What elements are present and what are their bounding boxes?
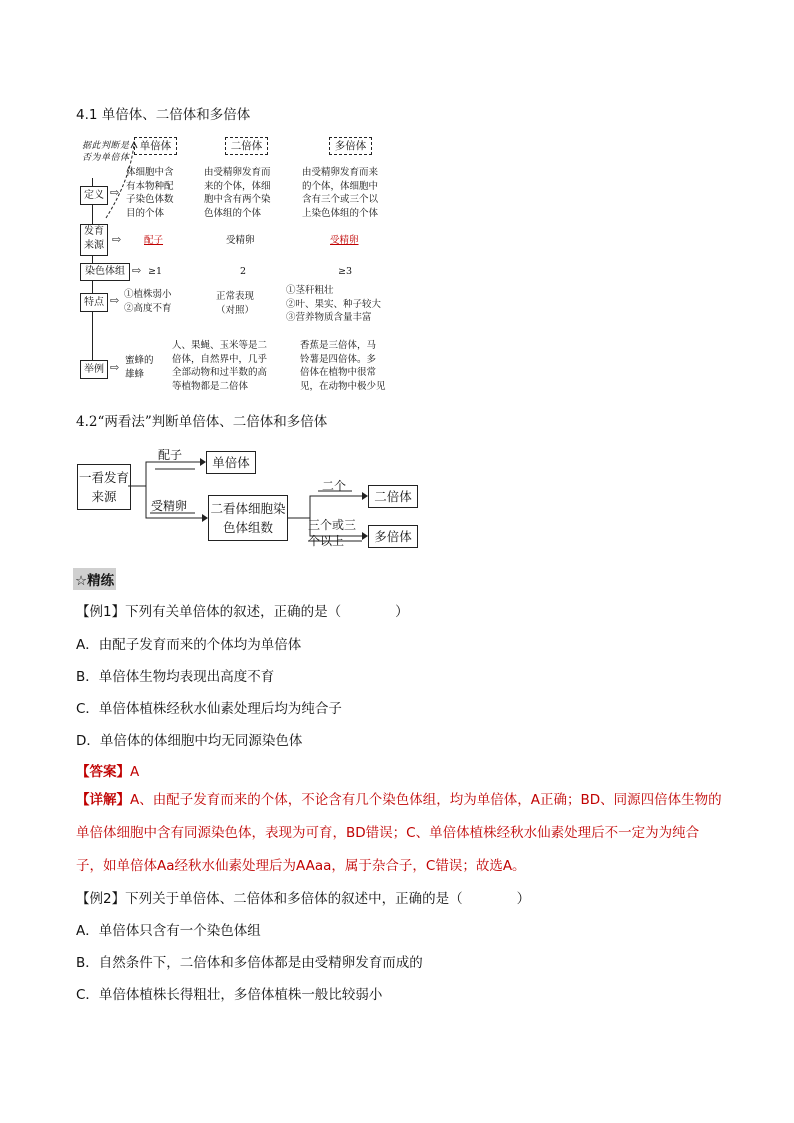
label-zygote: 受精卵 [151,499,188,513]
examples-polyploid: 香蕉是三倍体，马 铃薯是四倍体。多 倍体在植物中很常 见，在动物中极少见 [300,340,386,392]
example2-option-a: A．单倍体只含有一个染色体组 [76,923,261,939]
features-diploid: 正常表现 （对照） [216,291,255,316]
example2-option-c: C．单倍体植株长得粗壮，多倍体植株一般比较弱小 [76,987,383,1003]
examples-diploid: 人、果蝇、玉米等是二 倍体，自然界中，几乎 全部动物和过半数的高 等植物都是二倍体 [172,340,268,392]
box-haploid: 单倍体 [206,451,256,474]
example2-option-b: B．自然条件下，二倍体和多倍体都是由受精卵发育而成的 [76,955,423,971]
header-diploid: 二倍体 [225,137,268,155]
definition-haploid: 体细胞中含 有本物种配 子染色体数 目的个体 [126,167,174,219]
source-diploid: 受精卵 [226,235,255,246]
box-first-look: 一看发育来源 [77,464,131,510]
row-label-definition: 定义 [80,186,108,205]
examples-haploid: 蜜蜂的 雄蜂 [125,355,154,380]
diagram-note: 据此判断是否为单倍体 [82,141,130,163]
sets-haploid: ≥1 [148,266,163,277]
arrow-icon: ⇨ [132,264,142,277]
definition-polyploid: 由受精卵发育而来 的个体，体细胞中 含有三个或三个以 上染色体组的个体 [302,167,379,219]
example1-option-b: B．单倍体生物均表现出高度不育 [76,669,275,685]
section-4-2-title: 4.2“两看法”判断单倍体、二倍体和多倍体 [76,414,328,430]
arrow-icon: ⇨ [110,294,120,307]
source-polyploid: 受精卵 [330,235,359,246]
label-three-or-more: 三个或三个以上 [308,518,357,548]
label-two: 二个 [322,479,347,493]
features-haploid: ①植株弱小 ②高度不育 [124,289,172,314]
row-label-source: 发育来源 [80,224,108,256]
header-haploid: 单倍体 [134,137,177,155]
arrow-icon: ⇨ [110,186,120,199]
label-gamete: 配子 [158,448,183,462]
arrow-icon: ⇨ [112,233,122,246]
example1-option-d: D．单倍体的体细胞中均无同源染色体 [76,733,303,749]
sets-diploid: 2 [240,266,247,277]
example1-option-c: C．单倍体植株经秋水仙素处理后均为纯合子 [76,701,342,717]
features-polyploid: ①茎秆粗壮 ②叶、果实、种子较大 ③营养物质含量丰富 [286,285,382,323]
example1-detail [76,784,726,883]
answer-label: 【答案】 [76,764,130,780]
row-label-chromosome-sets: 染色体组 [80,263,130,281]
example1-option-a: A．由配子发育而来的个体均为单倍体 [76,637,302,653]
example1-stem: 【例1】下列有关单倍体的叙述，正确的是（ ） [76,604,409,620]
practice-label: ☆精练 [73,568,116,590]
source-haploid: 配子 [144,235,164,246]
arrow-icon: ⇨ [110,361,120,374]
row-label-examples: 举例 [80,360,108,379]
box-second-look: 二看体细胞染色体组数 [208,495,288,541]
detail-text: A、由配子发育而来的个体，不论含有几个染色体组，均为单倍体，A正确；BD、同源四倍体生物的单倍体细胞中含有同源染色体，表现为可育，BD错误；C、单倍体植株经秋水仙素处理后不一定为为纯合子，如单倍体Aa经秋水仙素处理后为AAaa，属于杂合子，C错误；故选A。 [76,792,722,874]
section-4-1-title: 4.1 单倍体、二倍体和多倍体 [76,107,251,123]
answer-value: A [130,764,140,780]
sets-polyploid: ≥3 [338,266,353,277]
example2-stem: 【例2】下列关于单倍体、二倍体和多倍体的叙述中，正确的是（ ） [76,891,531,907]
row-label-features: 特点 [80,293,108,312]
example1-answer [76,760,139,780]
definition-diploid: 由受精卵发育而 来的个体，体细 胞中含有两个染 色体组的个体 [204,167,271,219]
header-polyploid: 多倍体 [329,137,372,155]
box-diploid: 二倍体 [368,485,418,508]
box-polyploid: 多倍体 [368,525,418,548]
detail-label: 【详解】 [76,792,130,808]
